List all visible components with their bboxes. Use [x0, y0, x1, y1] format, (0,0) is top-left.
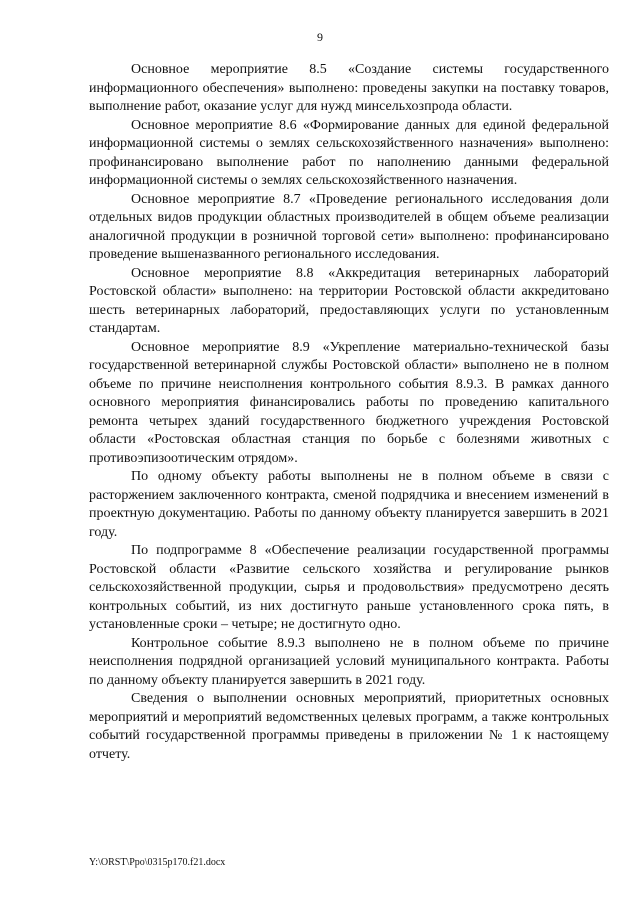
paragraph-measure-8-6: Основное мероприятие 8.6 «Формирование данных для единой федеральной информационной системы о землях сельскохозяйственного назначения» выполнено: профинансировано выполнение работ по наполнению данными федеральной информационной системы о землях сельскохозяйственного назначения.: [89, 117, 609, 188]
paragraph-object-delay: По одному объекту работы выполнены не в полном объеме в связи с расторжением заключенного контракта, сменой подрядчика и внесением изменений в проектную документацию. Работы по данному объекту планируется завершить в 2021 году.: [89, 469, 609, 540]
paragraph-measure-8-7: Основное мероприятие 8.7 «Проведение регионального исследования доли отдельных видов продукции областных производителей в общем объеме реализации аналогичной продукции в розничной торговой сети» выполнено: профинансировано проведение вышеназванного регионального исследования.: [89, 191, 609, 262]
paragraph-control-event-8-9-3: Контрольное событие 8.9.3 выполнено не в полном объеме по причине неисполнения подрядной организацией условий муниципального контракта. Работы по данному объекту планируется завершить в 2021 году.: [89, 635, 609, 688]
paragraph-appendix-reference: Сведения о выполнении основных мероприятий, приоритетных основных мероприятий и мероприятий ведомственных целевых программ, а также контрольных событий государственной программы приведены в приложении № 1 к настоящему отчету.: [89, 691, 609, 762]
paragraph-measure-8-9: Основное мероприятие 8.9 «Укрепление материально-технической базы государственной ветеринарной службы Ростовской области» выполнено не в полном объеме по причине неисполнения контрольного события 8.9.3. В рамках данного основного мероприятия финансировались работы по проведению капитального ремонта четырех зданий государственного бюджетного учреждения Ростовской области «Ростовская областная станция по борьбе с болезнями животных с противоэпизоотическим отрядом».: [89, 339, 609, 466]
paragraph-measure-8-8: Основное мероприятие 8.8 «Аккредитация ветеринарных лабораторий Ростовской области» выполнено: на территории Ростовской области аккредитовано шесть ветеринарных лабораторий, предоставляющих услуги по установленным стандартам.: [89, 265, 609, 336]
paragraph-subprogram-8: По подпрограмме 8 «Обеспечение реализации государственной программы Ростовской области «Развитие сельского хозяйства и регулирование рынков сельскохозяйственной продукции, сырья и продовольствия» предусмотрено десять контрольных событий, из них достигнуто раньше установленного срока пять, в установленные сроки – четыре; не достигнуто одно.: [89, 543, 609, 632]
document-body: [89, 61, 609, 764]
page-number: 9: [317, 30, 323, 44]
footer-file-path: Y:\ORST\Ppo\0315p170.f21.docx: [89, 857, 226, 868]
paragraph-measure-8-5: Основное мероприятие 8.5 «Создание системы государственного информационного обеспечения» выполнено: проведены закупки на поставку товаров, выполнение работ, оказание услуг для нужд минсельхозпрода области.: [89, 62, 609, 114]
